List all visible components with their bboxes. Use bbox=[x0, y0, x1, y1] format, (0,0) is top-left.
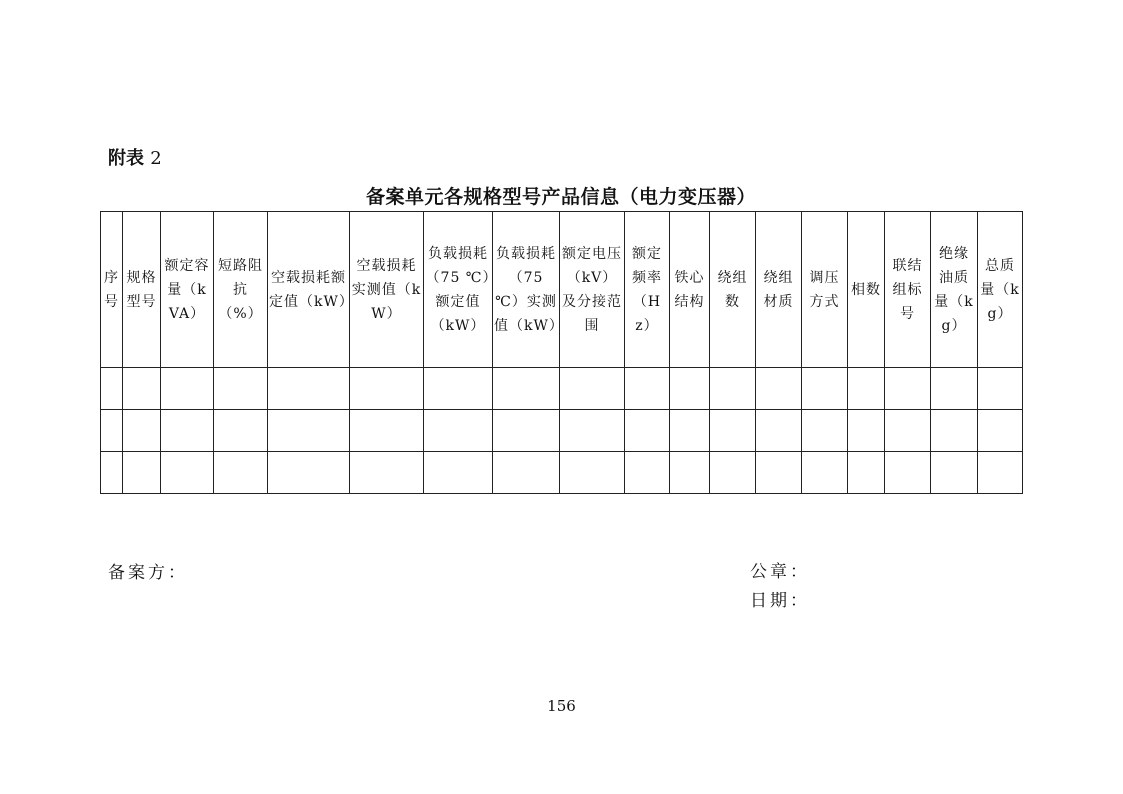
appendix-number: 2 bbox=[150, 148, 162, 169]
table-cell bbox=[848, 368, 885, 410]
table-cell bbox=[123, 368, 161, 410]
table-cell bbox=[710, 452, 756, 494]
header-label: 规格型号 bbox=[126, 269, 157, 310]
table-cell bbox=[802, 410, 848, 452]
table-cell bbox=[756, 452, 802, 494]
table-cell bbox=[101, 452, 123, 494]
header-label: 额定电压（kV）及分接范围 bbox=[562, 245, 622, 334]
header-label: 序号 bbox=[104, 269, 119, 310]
table-cell bbox=[161, 452, 214, 494]
header-label: 绕组数 bbox=[717, 269, 748, 310]
header-cell-load-loss-rated bbox=[424, 212, 493, 368]
table-cell bbox=[214, 452, 268, 494]
table-cell bbox=[625, 452, 670, 494]
appendix-label bbox=[108, 144, 162, 170]
header-label: 调压方式 bbox=[809, 269, 840, 310]
header-label: 额定频率（Hz） bbox=[632, 245, 662, 334]
header-label: 额定容量（kVA） bbox=[164, 257, 210, 322]
header-cell-core-structure bbox=[670, 212, 710, 368]
header-label: 联结组标号 bbox=[892, 257, 923, 322]
table-cell bbox=[802, 368, 848, 410]
header-cell-no-load-loss-measured bbox=[350, 212, 424, 368]
table-cell bbox=[101, 410, 123, 452]
table-cell bbox=[268, 452, 350, 494]
table-cell bbox=[756, 410, 802, 452]
table-cell bbox=[625, 410, 670, 452]
table-cell bbox=[931, 368, 978, 410]
header-cell-vector-group bbox=[885, 212, 931, 368]
table-cell bbox=[848, 410, 885, 452]
header-label: 铁心结构 bbox=[674, 269, 705, 310]
table-cell bbox=[268, 410, 350, 452]
table-cell bbox=[493, 410, 560, 452]
header-label: 绕组材质 bbox=[763, 269, 794, 310]
table-cell bbox=[560, 410, 625, 452]
header-label: 负载损耗（75 ℃）实测值（kW） bbox=[494, 245, 564, 334]
table-cell bbox=[885, 410, 931, 452]
header-cell-voltage-regulation bbox=[802, 212, 848, 368]
table-cell bbox=[710, 368, 756, 410]
table-cell bbox=[625, 368, 670, 410]
table-cell bbox=[848, 452, 885, 494]
table-cell bbox=[101, 368, 123, 410]
seal-label: 公章： bbox=[750, 562, 810, 582]
table-cell bbox=[493, 368, 560, 410]
table-cell bbox=[424, 452, 493, 494]
table-cell bbox=[424, 410, 493, 452]
header-cell-insulating-oil-mass bbox=[931, 212, 978, 368]
header-cell-short-circuit-impedance bbox=[214, 212, 268, 368]
table-cell bbox=[756, 368, 802, 410]
table-cell bbox=[493, 452, 560, 494]
header-cell-no-load-loss-rated bbox=[268, 212, 354, 368]
table-cell bbox=[214, 410, 268, 452]
table-cell bbox=[161, 368, 214, 410]
header-label: 总质量（kg） bbox=[980, 257, 1020, 322]
product-info-table bbox=[100, 211, 1023, 494]
table-row bbox=[101, 368, 1023, 410]
header-label: 相数 bbox=[851, 281, 881, 298]
table-cell bbox=[710, 410, 756, 452]
header-cell-rated-frequency bbox=[625, 212, 670, 368]
table-cell bbox=[978, 410, 1023, 452]
table-cell bbox=[670, 452, 710, 494]
table-cell bbox=[350, 410, 424, 452]
table-row bbox=[101, 452, 1023, 494]
header-cell-rated-capacity bbox=[161, 212, 214, 368]
seal-date-block bbox=[750, 558, 810, 616]
table-cell bbox=[123, 452, 161, 494]
header-cell-winding-count bbox=[710, 212, 756, 368]
header-label: 空载损耗实测值（kW） bbox=[351, 257, 422, 322]
table-cell bbox=[978, 452, 1023, 494]
table-title: 备案单元各规格型号产品信息（电力变压器） bbox=[365, 186, 756, 208]
table-cell bbox=[268, 368, 350, 410]
table-body bbox=[101, 368, 1023, 494]
table-cell bbox=[161, 410, 214, 452]
date-label: 日期： bbox=[750, 591, 810, 611]
header-label: 短路阻抗（%） bbox=[218, 257, 263, 322]
table-cell bbox=[214, 368, 268, 410]
table-cell bbox=[560, 368, 625, 410]
table-cell bbox=[424, 368, 493, 410]
table-cell bbox=[885, 368, 931, 410]
header-cell-model bbox=[123, 212, 161, 368]
table-cell bbox=[350, 368, 424, 410]
table-header-row bbox=[101, 212, 1023, 368]
table-cell bbox=[670, 368, 710, 410]
table-cell bbox=[670, 410, 710, 452]
page-number: 156 bbox=[547, 697, 576, 715]
table-cell bbox=[978, 368, 1023, 410]
header-label: 空载损耗额定值（kW） bbox=[269, 269, 354, 310]
table-cell bbox=[931, 452, 978, 494]
filer-label: 备案方： bbox=[108, 563, 188, 583]
header-label: 负载损耗（75 ℃）额定值（kW） bbox=[425, 245, 491, 334]
table-cell bbox=[123, 410, 161, 452]
header-cell-total-mass bbox=[978, 212, 1023, 368]
table-cell bbox=[885, 452, 931, 494]
table-cell bbox=[802, 452, 848, 494]
table-cell bbox=[350, 452, 424, 494]
header-cell-rated-voltage bbox=[560, 212, 625, 368]
appendix-label-text: 附表 bbox=[108, 148, 144, 169]
table-cell bbox=[560, 452, 625, 494]
header-cell-phase-count bbox=[848, 212, 885, 368]
header-label: 绝缘油质量（kg） bbox=[934, 245, 974, 334]
table-cell bbox=[931, 410, 978, 452]
header-cell-serial-number bbox=[101, 212, 123, 368]
table-row bbox=[101, 410, 1023, 452]
header-cell-load-loss-measured bbox=[493, 212, 564, 368]
header-cell-winding-material bbox=[756, 212, 802, 368]
